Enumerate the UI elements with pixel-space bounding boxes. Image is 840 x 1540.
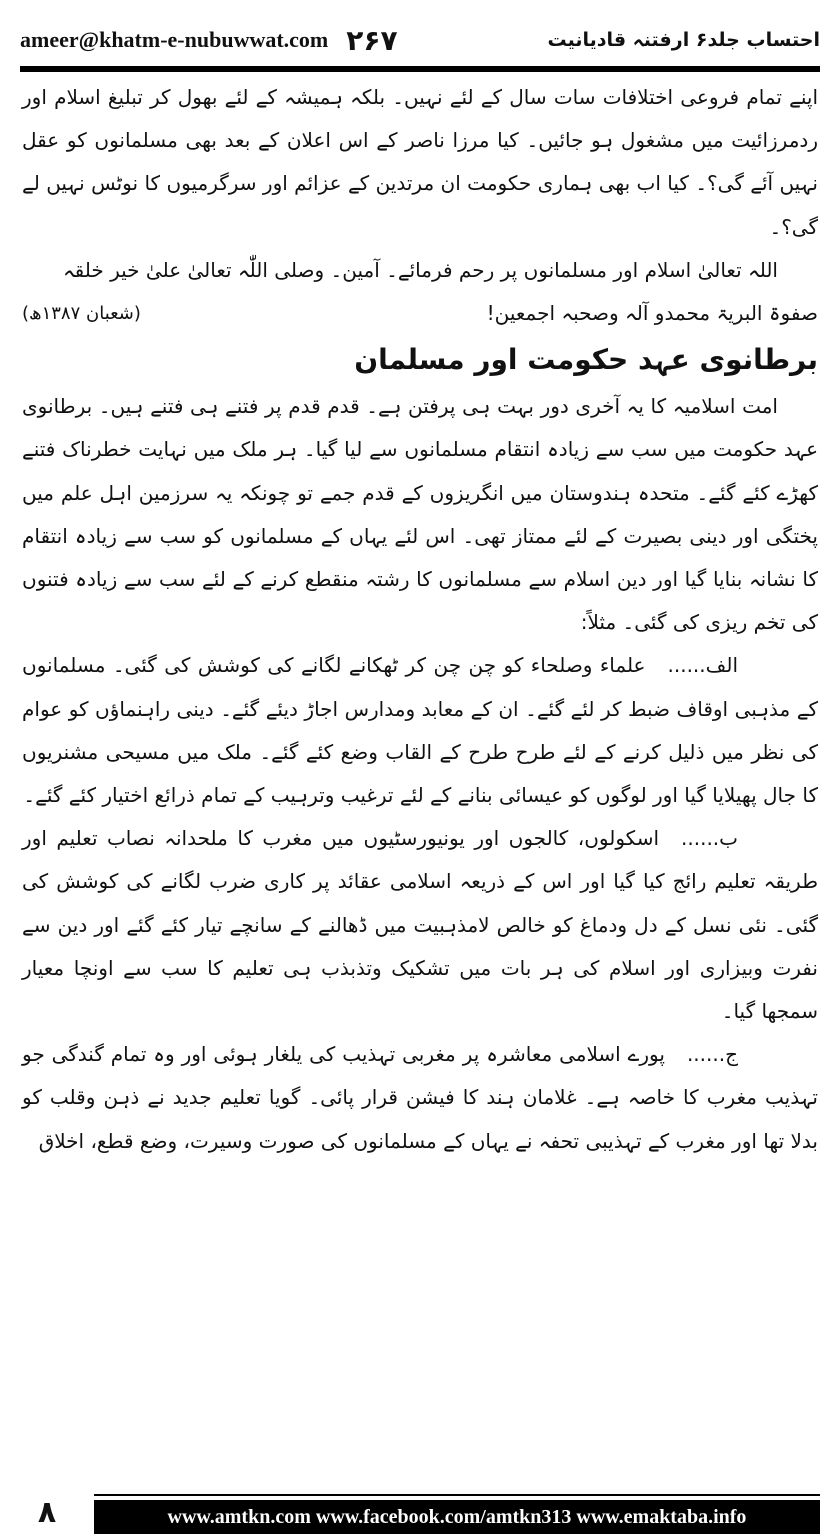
paragraph-2: اللہ تعالیٰ اسلام اور مسلمانوں پر رحم فرمائے۔ آمین۔ وصلی اللّٰہ تعالیٰ علیٰ خیر خلقہ bbox=[62, 257, 778, 282]
header-left bbox=[20, 24, 398, 57]
list-item-be bbox=[22, 817, 818, 1033]
header-book-title: احتساب جلد۶ ارفتنہ قادیانیت bbox=[547, 29, 820, 51]
list-text-alif: علماء وصلحاء کو چن چن کر ٹھکانے لگانے کی کوشش کی گئی۔ مسلمانوں کے مذہبی اوقاف ضبط کر لئے گئے۔ ان کے معابد ومدارس اجاڑ دیئے گئے۔ دینی راہنماؤں کو عوام کی نظر میں ذلیل کرنے کے لئے طرح طرح کے القاب وضع کئے گئے۔ ملک میں مسیحی مشنریوں کا جال پھیلایا گیا اور لوگوں کو عیسائی بنانے کے لئے ترغیب وترہیب کے تمام ذرائع اختیار کئے گئے۔ bbox=[22, 653, 818, 808]
section-heading: برطانوی عہد حکومت اور مسلمان bbox=[354, 343, 818, 377]
page-content bbox=[22, 76, 818, 1163]
page-footer bbox=[20, 1494, 820, 1534]
list-label-jeem: ج...... bbox=[686, 1042, 738, 1067]
paragraph-3: امت اسلامیہ کا یہ آخری دور بہت ہی پرفتن ہے۔ قدم قدم پر فتنے ہی فتنے ہیں۔ برطانوی عہد حکومت میں سب سے زیادہ انتقام مسلمانوں سے لیا گیا۔ ہر ملک میں نہایت خطرناک فتنے کھڑے کئے گئے۔ متحدہ ہندوستان میں انگریزوں کے قدم جمے تو چونکہ یہ سرزمین اہل علم میں پختگی اور دینی بصیرت کے لئے ممتاز تھی۔ اس لئے یہاں کے مسلمانوں کو سب سے زیادہ انتقام کا نشانہ بنایا گیا اور دین اسلام سے مسلمانوں کا رشتہ منقطع کرنے کے لئے سب سے زیادہ فتنوں کی تخم ریزی کی گئی۔ مثلاً: bbox=[22, 394, 818, 635]
list-label-be: ب...... bbox=[681, 826, 738, 851]
footer-links[interactable]: www.amtkn.com www.facebook.com/amtkn313 www.emaktaba.info bbox=[94, 1500, 820, 1534]
paragraph-1: اپنے تمام فروعی اختلافات سات سال کے لئے نہیں۔ بلکہ ہمیشہ کے لئے بھول کر تبلیغ اسلام اور ردمرزائیت میں مشغول ہو جائیں۔ کیا مرزا ناصر کے اس اعلان کے بعد بھی مسلمانوں کو عقل نہیں آئے گی؟۔ کیا اب بھی ہماری حکومت ان مرتدین کے عزائم اور سرگرمیوں کا نوٹس نہیں لے گی؟۔ bbox=[22, 85, 818, 239]
closing-text: صفوۃ البریۃ محمدو آلہ وصحبہ اجمعین! bbox=[486, 301, 818, 326]
page-header bbox=[20, 18, 820, 62]
closing-line bbox=[22, 292, 818, 335]
list-text-jeem: پورے اسلامی معاشرہ پر مغربی تہذیب کی یلغار ہوئی اور وہ تمام گندگی جو تہذیب مغرب کا خاصہ ہے۔ غلامان ہند کا فیشن قرار پائی۔ گویا تعلیم جدید نے ذہن وقلب کو بدلا تھا اور مغرب کے تہذیبی تحفہ نے یہاں کے مسلمانوں کی صورت وسیرت، وضع قطع، اخلاق bbox=[22, 1042, 818, 1153]
header-email[interactable]: ameer@khatm-e-nubuwwat.com bbox=[20, 27, 329, 52]
footer-page-number: ۸ bbox=[37, 1495, 57, 1530]
footer-rule bbox=[94, 1494, 820, 1496]
list-label-alif: الف...... bbox=[667, 653, 738, 678]
header-page-number: ۲۶۷ bbox=[346, 23, 398, 57]
list-text-be: اسکولوں، کالجوں اور یونیورسٹیوں میں مغرب کا ملحدانہ نصاب تعلیم اور طریقہ تعلیم رائج کیا گیا اور اس کے ذریعہ اسلامی عقائد پر کاری ضرب لگانے کی کوشش کی گئی۔ نئی نسل کے دل ودماغ کو خالص لامذہبیت میں ڈھالنے کے سانچے تیار کئے گئے اور دین سے نفرت وبیزاری اور اسلام کی ہر بات میں تشکیک وتذبذب ہی تعلیم کا سب سے اونچا معیار سمجھا گیا۔ bbox=[22, 826, 818, 1024]
list-item-jeem bbox=[22, 1033, 818, 1163]
header-rule bbox=[20, 66, 820, 72]
closing-date: (شعبان ۱۳۸۷ھ) bbox=[22, 303, 141, 325]
list-item-alif bbox=[22, 644, 818, 817]
